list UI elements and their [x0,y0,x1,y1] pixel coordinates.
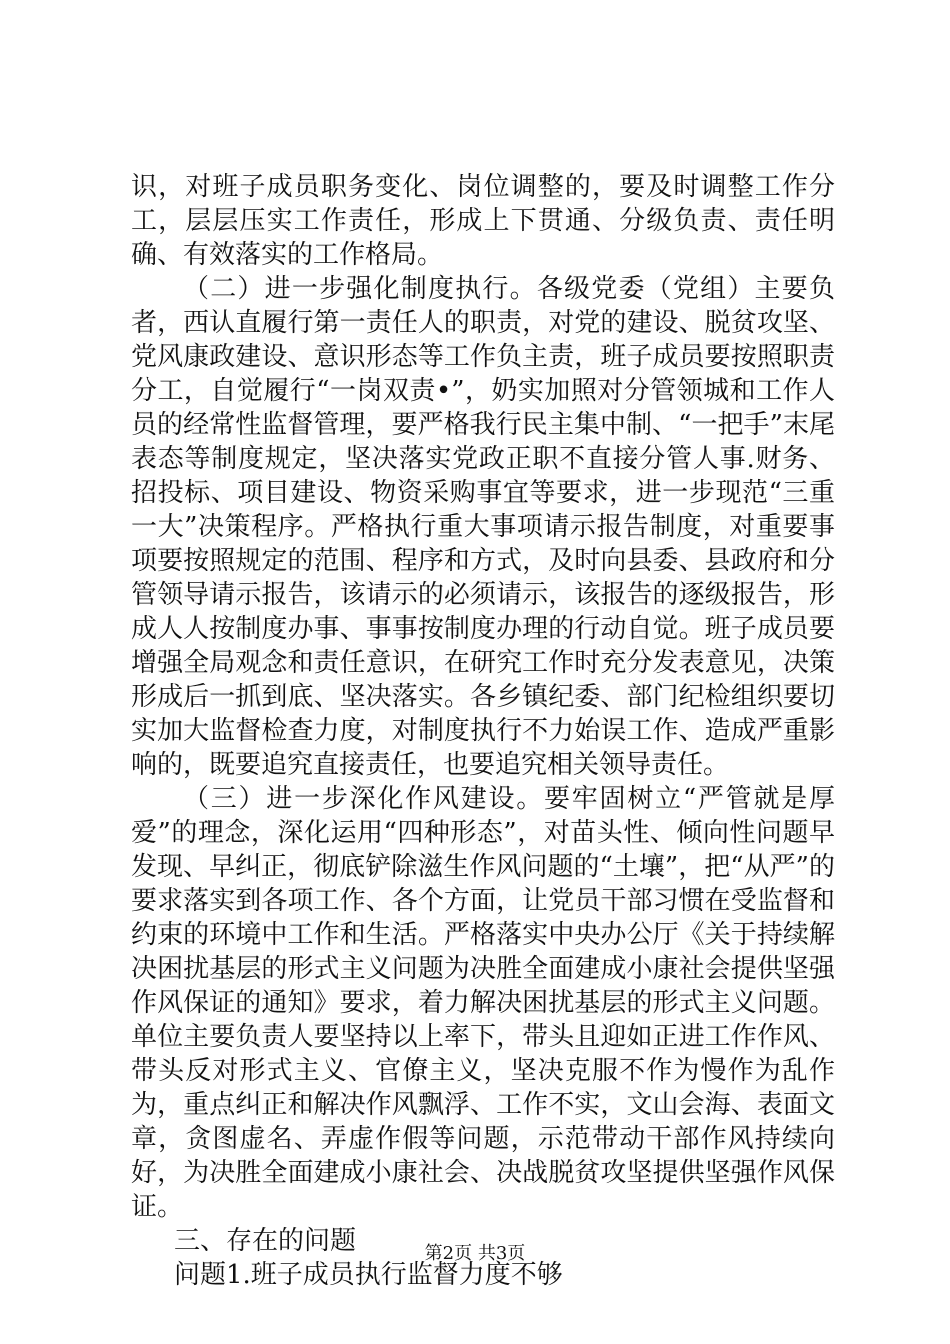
paragraph-institution-execution: （二）进一步强化制度执行。各级党委（党组）主要负者，西认直履行第一责任人的职责，对党的建设、脱贫攻坚、党风康政建设、意识形态等工作负主责，班子成员要按照职责分工，自觉履行“一岗双责•”，奶实加照对分管领城和工作人员的经常性监督管理，要严格我行民主集中制、“一把手”末尾表态等制度规定，坚决落实党政正职不直接分管人事.财务、招投标、项目建设、物资采购事宜等要求，进一步现范“三重一大”决策程序。严格执行重大事项请示报告制度，对重要事项要按照规定的范围、程序和方式，及时向县委、县政府和分管领导请示报告，该请示的必须请示，该报告的逐级报告，形成人人按制度办事、事事按制度办理的行动自觉。班子成员要增强全局观念和责任意识，在研究工作时充分发表意见，决策形成后一抓到底、坚决落实。各乡镇纪委、部门纪检组织要切实加大监督检查力度，对制度执行不力始误工作、造成严重影响的，既要追究直接责任，也要追究相关领导责任。 [131,274,835,780]
problem-heading-1: 问题1.班子成员执行监督力度不够 [174,1260,563,1290]
paragraph-work-style: （三）进一步深化作风建设。要牢固树立“严管就是厚爱”的理念，深化运用“四种形态”，对苗头性、倾向性问题早发现、早纠正，彻底铲除滋生作风问题的“土壤”，把“从严”的要求落实到各项工作、各个方面，让党员干部习惯在受监督和约束的环境中工作和生活。严格落实中央办公厅《关于持续解决困扰基层的形式主义问题为决胜全面建成小康社会提供坚强作风保证的通知》要求，着力解决困扰基层的形式主义问题。单位主要负责人要坚持以上率下，带头且迎如正进工作作风、带头反对形式主义、官僚主义，坚决克服不作为慢作为乱作为，重点纠正和解决作风飘浮、工作不实，文山会海、表面文章，贪图虚名、弄虚作假等问题，示范带动干部作风持续向好，为决胜全面建成小康社会、决战脱贫攻坚提供坚强作风保证。 [131,784,835,1222]
document-body [131,170,835,1292]
section-heading-problems: 三、存在的问题 [174,1226,357,1256]
paragraph-continued: 识，对班子成员职务变化、岗位调整的，要及时调整工作分工，层层压实工作责任，形成上下贯通、分级负责、责任明确、有效落实的工作格局。 [131,172,835,270]
page-number-footer: 第2页 共3页 [424,1243,526,1264]
